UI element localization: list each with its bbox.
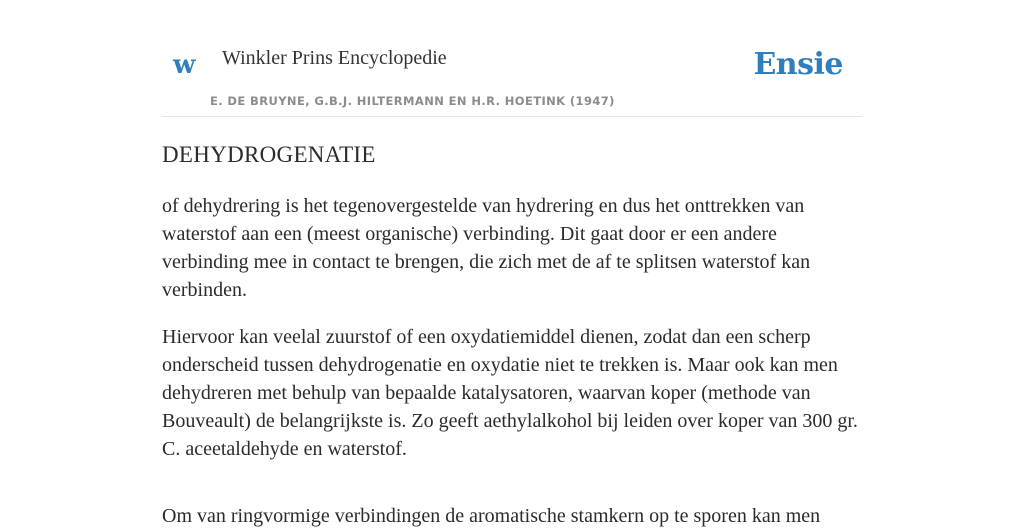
article-paragraph-1: of dehydrering is het tegenovergestelde van hydrering en dus het onttrekken van waterstof aan een (meest organische) verbinding. Dit gaat door er een andere verbinding mee in contact te brengen, die zich met de af te splitsen waterstof kan verbinden.: [162, 195, 811, 301]
winkler-prins-logo-icon[interactable]: w: [173, 50, 196, 80]
publication-title[interactable]: Winkler Prins Encyclopedie: [222, 47, 447, 69]
article-paragraph-2: Hiervoor kan veelal zuurstof of een oxydatiemiddel dienen, zodat dan een scherp onderscheid tussen dehydrogenatie en oxydatie niet te trekken is. Maar ook kan men dehydreren met behulp van bepaalde katalysatoren, waarvan koper (methode van Bouveault) de belangrijkste is. Zo geeft aethylalkohol bij leiden over koper van 300 gr. C. aceetaldehyde en waterstof.: [162, 326, 858, 460]
site-header: [162, 0, 862, 117]
ensie-brand-logo[interactable]: Ensie: [753, 47, 843, 82]
article-paragraph-3: Om van ringvormige verbindingen de aromatische stamkern op te sporen kan men: [162, 505, 821, 527]
authors-line: E. DE BRUYNE, G.B.J. HILTERMANN EN H.R. HOETINK (1947): [210, 94, 615, 108]
article-title: DEHYDROGENATIE: [162, 142, 376, 167]
article: [162, 140, 862, 530]
